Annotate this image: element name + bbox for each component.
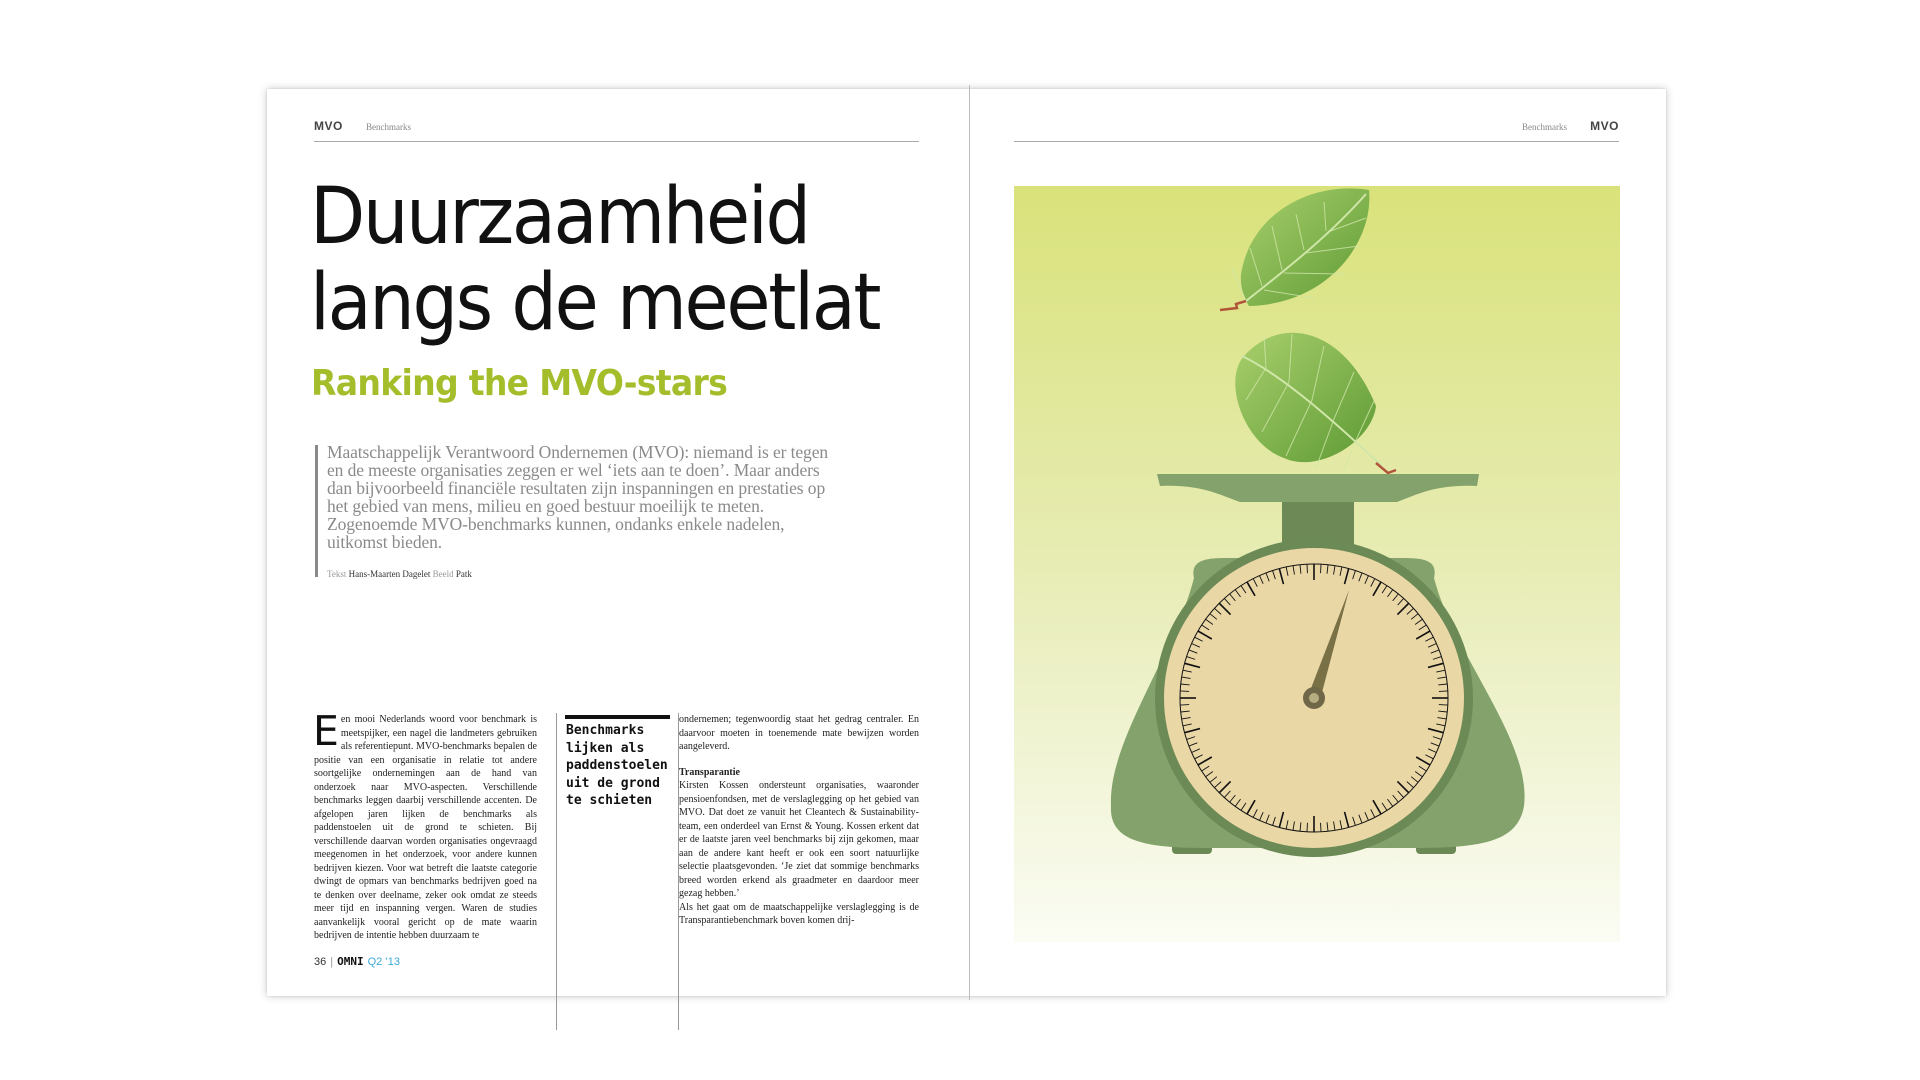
spine-gutter <box>969 85 970 1000</box>
pullquote-bar <box>565 715 670 719</box>
credit-author: Hans-Maarten Dagelet <box>348 569 431 579</box>
subsection-label: Benchmarks <box>366 122 411 132</box>
page-footer: 36 | OMNI Q2 ’13 <box>314 955 401 968</box>
article-subhead: Ranking the MVO-stars <box>311 363 728 404</box>
body-column-2-para-1: ondernemen; tegenwoordig staat het gedrag centraler. En daarvoor moeten in toenemende mate bewijzen worden aangeleverd. <box>679 714 919 752</box>
magazine-name: OMNI <box>337 955 364 968</box>
page-number: 36 <box>314 956 327 968</box>
right-page-header <box>1014 119 1619 142</box>
section-heading: Transparantie <box>679 766 740 778</box>
section-label: MVO <box>314 119 343 133</box>
body-column-2-para-2: Kirsten Kossen ondersteunt organisaties, waaronder pensioenfondsen, met de verslaglegging op het gebied van MVO. Dat doet ze vanuit het Cleantech & Sustainability-team, een onderdeel van Ernst & Young. Kossen erkent dat er de laatste jaren veel benchmarks bij zijn gekomen, maar aan de andere kant heeft er ook een soort natuurlijke selectie plaatsgevonden. ‘Je ziet dat sommige benchmarks breed worden erkend als graadmeter en daardoor meer gezag hebben.’ <box>679 780 919 899</box>
body-column-2-para-3: Als het gaat om de maatschappelijke verslaglegging is de Transparantiebenchmark boven komen drij- <box>679 901 919 926</box>
credit-image-label: Beeld <box>432 569 454 579</box>
body-column-1 <box>313 707 537 943</box>
magazine-spread <box>267 89 1666 996</box>
article-headline <box>310 174 899 346</box>
body-column-1-text: en mooi Nederlands woord voor benchmark is meetspijker, een nagel die landmeters gebruiken als referentiepunt. MVO-benchmarks bepalen de positie van een organisatie in relatie tot andere soortgelijke ondernemingen aan de hand van onderzoek naar MVO-aspecten. Verschillende benchmarks leggen daarbij verschillende accenten. De afgelopen jaren lijken de benchmarks als paddenstoelen uit de grond te schieten. Bij verschillende daarvan worden organisaties ongevraagd meegenomen in het onderzoek, voor andere kunnen bedrijven kiezen. Voor wat betreft die laatste categorie dwingt de opmars van benchmarks bedrijven goed na te denken over deelname, zeker ook omdat ze steeds meer tijd en inspanning vergen. Waren de studies aanvankelijk vooral gericht op de mate waarin bedrijven de intentie hebben duurzaam te <box>314 714 537 941</box>
intro-bar <box>315 445 318 577</box>
column-rule <box>556 713 557 1030</box>
left-page-header <box>314 119 919 142</box>
scale-dial <box>1164 548 1464 848</box>
pullquote: Benchmarks lijken als paddenstoelen uit de grond te schieten <box>566 723 668 808</box>
article-credits <box>327 569 472 579</box>
drop-cap: E <box>313 707 339 755</box>
body-column-2 <box>679 713 919 928</box>
credit-image: Patk <box>455 569 472 579</box>
credit-text-label: Tekst <box>327 569 347 579</box>
headline-line-2: langs de meetlat <box>310 258 880 348</box>
section-label: MVO <box>1590 119 1619 133</box>
scale-illustration <box>1014 186 1620 942</box>
issue-label: Q2 ’13 <box>367 956 401 968</box>
headline-line-1: Duurzaamheid <box>310 172 809 262</box>
intro-paragraph: Maatschappelijk Verantwoord Ondernemen (MVO): niemand is er tegen en de meeste organisaties zeggen er wel ‘iets aan te doen’. Maar anders dan bijvoorbeeld financiële resultaten zijn inspanningen en prestaties op het gebied van mens, milieu en goed bestuur moeilijk te meten. Zogenoemde MVO-benchmarks kunnen, ondanks enkele nadelen, uitkomst bieden. <box>327 442 829 552</box>
subsection-label: Benchmarks <box>1522 122 1567 132</box>
